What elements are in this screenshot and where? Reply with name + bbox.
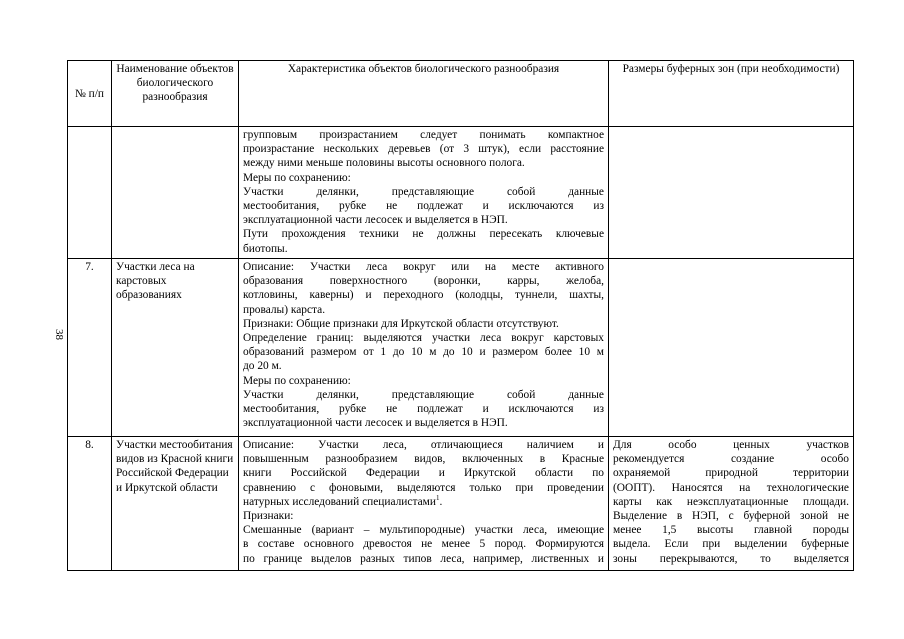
text-line: выдела. Если при выделении буферные <box>613 538 849 551</box>
text-line: Признаки: <box>243 510 294 523</box>
text-line: Пути прохождения техники не должны пересекать ключевые <box>243 228 604 241</box>
biodiversity-table <box>67 60 854 571</box>
row-num <box>68 127 112 259</box>
text-line: Для особо ценных участков <box>613 439 849 451</box>
text-line: до 20 м. <box>243 360 282 373</box>
text-line: групповым произрастанием следует понимать компактное <box>243 129 604 141</box>
row-num: 7. <box>68 259 112 437</box>
text-line: повышенным разнообразием видов, включенных в Красные <box>243 453 604 466</box>
row-buffer <box>609 259 854 437</box>
text-line: менее 1,5 высоты главной породы <box>613 524 849 537</box>
text-line: Выделение в НЭП, с буферной зоной не <box>613 510 849 523</box>
header-buffer: Размеры буферных зон (при необходимости) <box>609 61 854 127</box>
text-line: натурных исследований специалистами$^1$. <box>243 494 443 508</box>
text-line: Участки делянки, представляющие собой данные <box>243 185 604 198</box>
text-line: местообитания, рубке не подлежат и исключаются из <box>243 403 604 416</box>
row-characteristic <box>239 437 609 571</box>
text-line: Меры по сохранению: <box>243 374 351 387</box>
row-characteristic <box>239 127 609 259</box>
text-line: по границе выделов разных типов леса, например, лиственных и <box>243 552 604 565</box>
row-buffer <box>609 127 854 259</box>
text-line: образований размером от 1 до 10 м до 10 и размером более 10 м <box>243 346 604 359</box>
text-line: карты как неэксплуатационные площади. <box>613 495 849 508</box>
text-line: книги Российской Федерации и Иркутской области по <box>243 467 604 480</box>
text-line: котловины, каверны) и переходного (колодцы, туннели, шахты, <box>243 289 604 302</box>
row-characteristic <box>239 259 609 437</box>
table-row <box>68 127 854 259</box>
row-name <box>112 127 239 259</box>
text-line: зоны перекрываются, то выделяется <box>613 552 849 565</box>
table-row <box>68 259 854 437</box>
text-line: между ними меньше половины высоты основного полога. <box>243 157 525 170</box>
table-row <box>68 437 854 571</box>
text-line: в составе основного древостоя не менее 5 пород. Формируются <box>243 538 604 551</box>
text-line: охраняемой природной территории <box>613 467 849 480</box>
text-line: эксплуатационной части лесосек и выделяется в НЭП. <box>243 417 508 430</box>
header-characteristic: Характеристика объектов биологического разнообразия <box>239 61 609 127</box>
text-line: Смешанные (вариант – мультипородные) участки леса, имеющие <box>243 524 604 537</box>
text-line: биотопы. <box>243 242 288 255</box>
text-line: местообитания, рубке не подлежат и исключаются из <box>243 200 604 213</box>
text-line: Участки делянки, представляющие собой данные <box>243 388 604 401</box>
text-line: рекомендуется создание особо <box>613 453 849 466</box>
header-name: Наименование объектов биологического разнообразия <box>112 61 239 127</box>
text-line: сравнению с фоновыми, выделяются только при проведении <box>243 481 604 494</box>
footnote-mark: 1 <box>435 494 440 503</box>
row-name: Участки леса на карстовых образованиях <box>112 259 239 437</box>
row-name: Участки местообитания видов из Красной книги Российской Федерации и Иркутской области <box>112 437 239 571</box>
page-number: 38 <box>53 329 65 340</box>
footnote-text: натурных исследований специалистами <box>243 495 436 508</box>
row-buffer <box>609 437 854 571</box>
text-line: Описание: Участки леса вокруг или на месте активного <box>243 261 604 273</box>
table-header-row <box>68 61 854 127</box>
header-num: № п/п <box>68 61 112 127</box>
text-line: образования поверхностного (воронки, карры, желоба, <box>243 275 604 288</box>
text-line: (ООПТ). Наносятся на технологические <box>613 481 849 494</box>
text-line: Меры по сохранению: <box>243 171 351 184</box>
row-num: 8. <box>68 437 112 571</box>
text-line: Признаки: Общие признаки для Иркутской области отсутствуют. <box>243 317 559 330</box>
text-line: эксплуатационной части лесосек и выделяется в НЭП. <box>243 214 508 227</box>
text-line: Определение границ: выделяются участки леса вокруг карстовых <box>243 332 604 345</box>
text-line: провалы) карста. <box>243 303 326 316</box>
text-line: произрастание нескольких деревьев (от 3 штук), если расстояние <box>243 143 604 156</box>
text-line: Описание: Участки леса, отличающиеся наличием и <box>243 439 604 451</box>
